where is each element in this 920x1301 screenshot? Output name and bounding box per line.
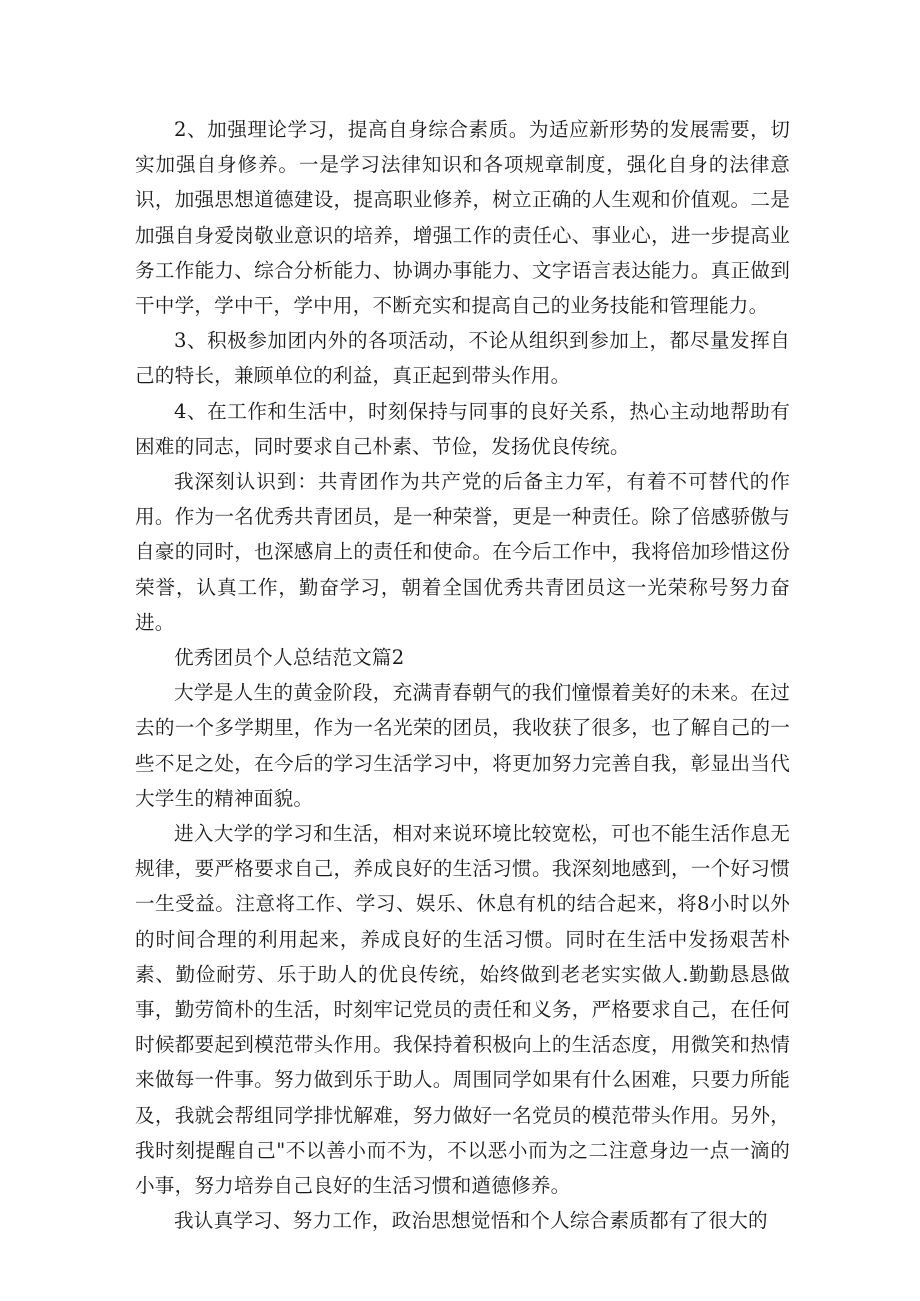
document-body <box>135 112 790 1239</box>
section-heading: 优秀团员个人总结范文篇2 <box>174 646 405 670</box>
paragraph-life-habits: 进入大学的学习和生活，相对来说环境比较宽松，可也不能生活作息无规律，要严格要求自己，养成良好的生活习惯。我深刻地感到，一个好习惯一生受益。注意将工作、学习、娱乐、休息有机的结合起来，将8小时以外的时间合理的利用起来，养成良好的生活习惯。同时在生活中发扬艰苦朴素、勤俭耐劳、乐于助人的优良传统，始终做到老老实实做人.勤勤恳恳做事，勤劳简朴的生活，时刻牢记党员的责任和义务，严格要求自己，在任何时候都要起到模范带头作用。我保持着积极向上的生活态度，用微笑和热情来做每一件事。努力做到乐于助人。周围同学如果有什么困难，只要力所能及，我就会帮组同学排忧解难，努力做好一名党员的模范带头作用。另外，我时刻提醒自己"不以善小而不为，不以恶小而为之二注意身边一点一滴的小事，努力培券自己良好的生活习惯和遒德修养。 <box>135 822 790 1198</box>
paragraph-colleague-relations: 4、在工作和生活中，时刻保持与同事的良好关系，热心主动地帮助有困难的同志，同时要求自己朴素、节俭，发扬优良传统。 <box>135 399 790 458</box>
paragraph-reflection: 我深刻认识到：共青团作为共产党的后备主力军，有着不可替代的作用。作为一名优秀共青团员，是一种荣誉，更是一种责任。除了倍感骄傲与自豪的同时，也深感肩上的责任和使命。在今后工作中，我将倍加珍惜这份荣誉，认真工作，勤奋学习，朝着全国优秀共青团员这一光荣称号努力奋进。 <box>135 470 790 634</box>
paragraph-university-intro: 大学是人生的黄金阶段，充满青春朝气的我们憧憬着美好的未来。在过去的一个多学期里，作为一名光荣的团员，我收获了很多，也了解自己的一些不足之处，在今后的学习生活学习中，将更加努力完善自我，彰显出当代大学生的精神面貌。 <box>135 681 790 810</box>
paragraph-team-activities: 3、积极参加团内外的各项活动，不论从组织到参加上，都尽量发挥自己的特长，兼顾单位的利益，真正起到带头作用。 <box>135 329 790 388</box>
paragraph-study-work: 我认真学习、努力工作，政治思想觉悟和个人综合素质都有了很大的 <box>174 1209 768 1233</box>
paragraph-study-theory: 2、加强理论学习，提高自身综合素质。为适应新形势的发展需要，切实加强自身修养。一是学习法律知识和各项规章制度，强化自身的法律意识，加强思想道德建设，提高职业修养，树立正确的人生观和价值观。二是加强自身爱岗敬业意识的培养，增强工作的责任心、事业心，进一步提高业务工作能力、综合分析能力、协调办事能力、文字语言表达能力。真正做到干中学，学中干，学中用，不断充实和提高自己的业务技能和管理能力。 <box>135 118 790 318</box>
